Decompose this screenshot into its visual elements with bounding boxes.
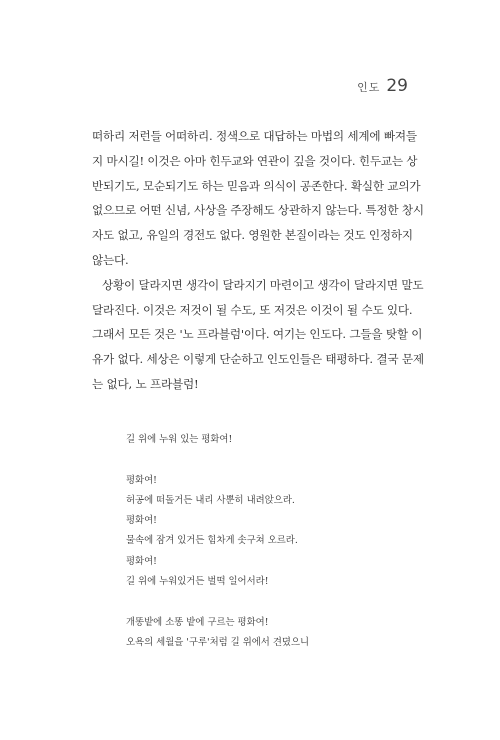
text-line: 없으므로 어떤 신념, 사상을 주장해도 상관하지 않는다. 특정한 창시	[92, 203, 424, 218]
poem-block	[126, 430, 406, 653]
page-number: 29	[386, 76, 408, 96]
verse-line: 길 위에 누워 있는 평화여!	[126, 434, 233, 445]
verse-line: 오욕의 세월을 '구루'처럼 길 위에서 견뎠으니	[126, 636, 310, 648]
verse-line: 평화여!	[126, 555, 157, 567]
stanza-gap	[126, 450, 406, 470]
text-line: 않는다.	[92, 252, 129, 267]
text-line: 지 마시길! 이것은 아마 힌두교와 연관이 깊을 것이다. 힌두교는 상	[92, 153, 418, 168]
stanza-gap	[126, 592, 406, 612]
body-text	[92, 124, 424, 397]
section-title: 인도	[357, 81, 381, 94]
paragraph-2	[92, 273, 424, 397]
verse-line: 허공에 떠돌거든 내리 사뿐히 내려앉으라.	[126, 494, 295, 506]
paragraph-1	[92, 124, 424, 273]
verse-line: 물속에 잠겨 있거든 힘차게 솟구쳐 오르라.	[126, 535, 298, 547]
running-header	[357, 76, 408, 96]
text-line: 는 없다, 노 프라블럼!	[92, 376, 199, 391]
text-line: 그래서 모든 것은 '노 프라블럼'이다. 여기는 인도다. 그들을 탓할 이	[92, 327, 423, 342]
text-line: 상황이 달라지면 생각이 달라지기 마련이고 생각이 달라지면 말도	[102, 277, 424, 292]
poem-stanza-1	[126, 430, 406, 450]
text-line: 반되기도, 모순되기도 하는 믿음과 의식이 공존한다. 확실한 교의가	[92, 178, 421, 193]
text-line: 달라진다. 이것은 저것이 될 수도, 또 저것은 이것이 될 수도 있다.	[92, 302, 413, 317]
text-line: 자도 없고, 유일의 경전도 없다. 영원한 본질이라는 것도 인정하지	[92, 228, 413, 243]
text-line: 떠하리 저런들 어떠하리. 정색으로 대답하는 마법의 세계에 빠져들	[92, 129, 417, 143]
poem-stanza-3	[126, 613, 406, 654]
verse-line: 평화여!	[126, 515, 157, 527]
verse-line: 평화여!	[126, 474, 157, 486]
text-line: 유가 없다. 세상은 이렇게 단순하고 인도인들은 태평하다. 결국 문제	[92, 352, 424, 367]
verse-line: 개똥밭에 소똥 밭에 구르는 평화여!	[126, 616, 269, 628]
poem-stanza-2	[126, 471, 406, 593]
verse-line: 길 위에 누워있거든 벌떡 일어서라!	[126, 576, 269, 588]
